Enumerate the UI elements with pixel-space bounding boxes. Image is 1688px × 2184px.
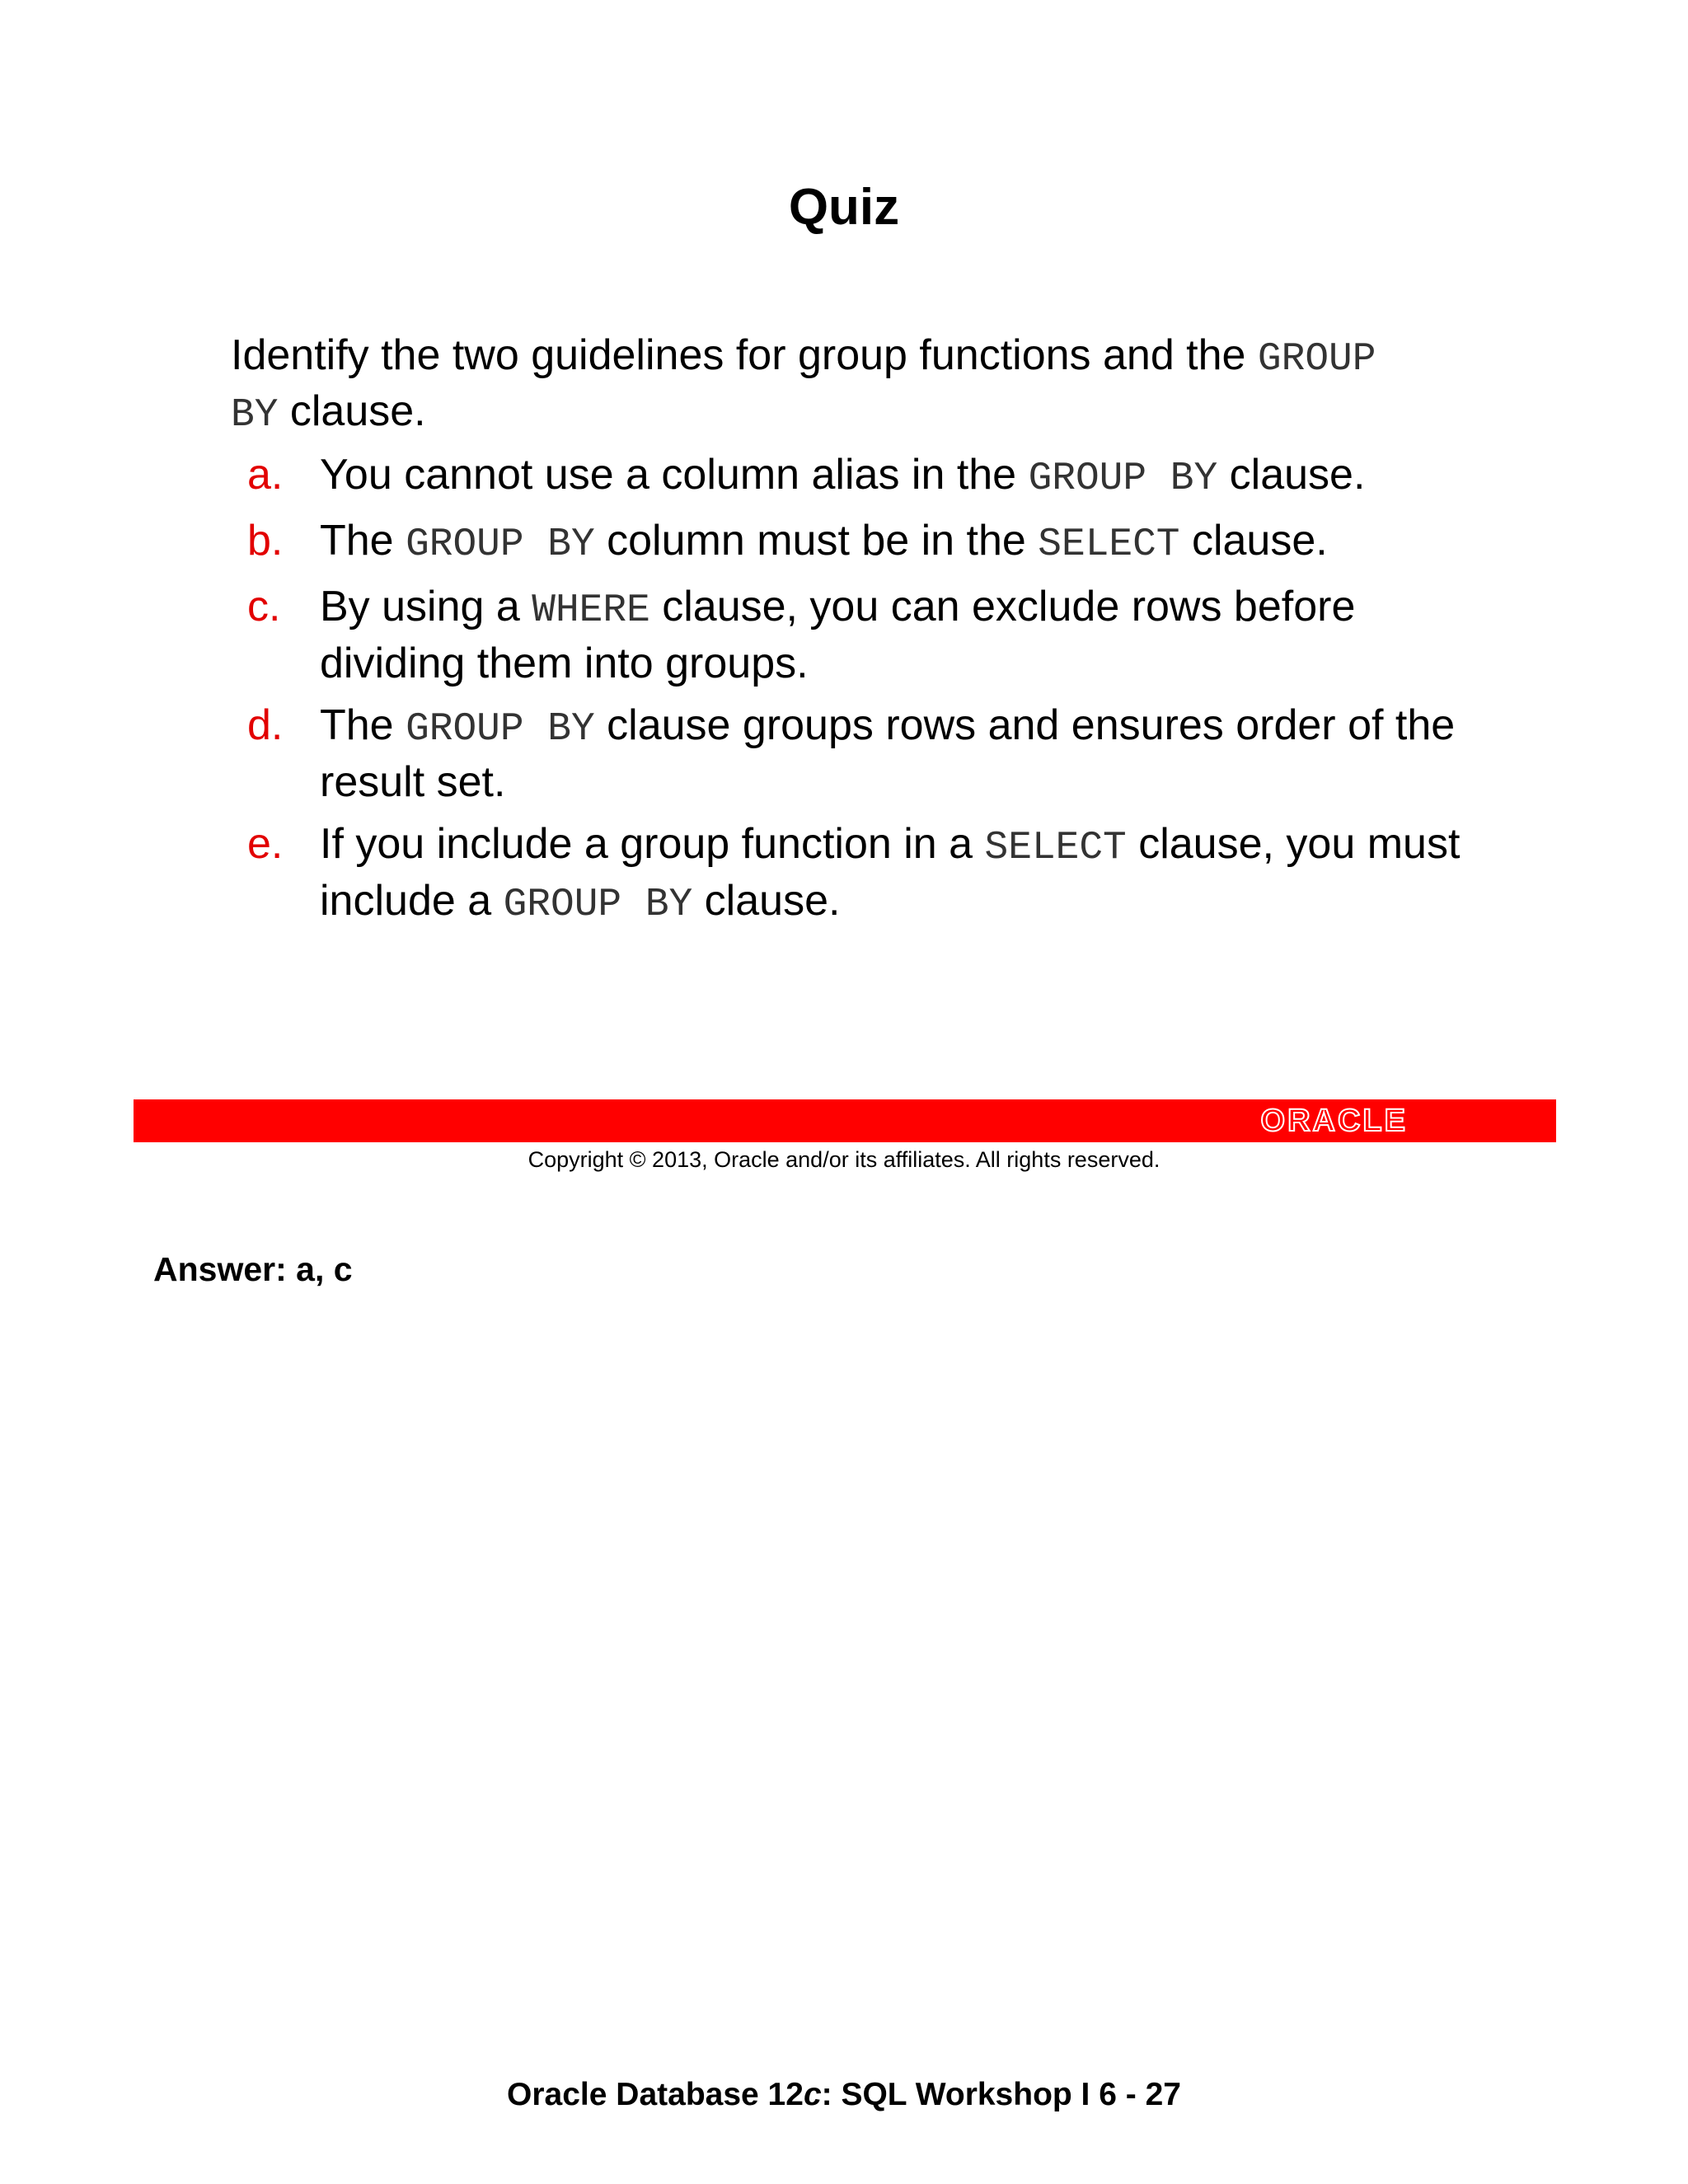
option-text: If you include a group function in a xyxy=(320,820,985,868)
answer-options-list xyxy=(231,448,1467,940)
question-text-part: clause. xyxy=(278,387,426,435)
question-text xyxy=(231,330,1434,442)
option-text: clause, you must include a xyxy=(320,820,1461,925)
option-text: column must be in the xyxy=(594,517,1039,565)
option-text: clause. xyxy=(1217,451,1366,499)
option-letter: a. xyxy=(247,451,284,499)
option-letter: e. xyxy=(247,820,284,868)
option-e xyxy=(231,818,1467,931)
option-code: GROUP BY xyxy=(1028,457,1218,501)
option-text: The xyxy=(320,701,406,749)
answer-text: Answer: a, c xyxy=(153,1250,353,1288)
oracle-brand-bar xyxy=(134,1099,1556,1142)
option-c xyxy=(231,580,1467,690)
option-text: By using a xyxy=(320,583,532,630)
copyright-notice: Copyright © 2013, Oracle and/or its affiliates. All rights reserved. xyxy=(528,1147,1160,1172)
oracle-logo: ORACLE xyxy=(1260,1104,1408,1138)
option-code: SELECT xyxy=(984,826,1127,870)
footer-text: : SQL Workshop I 6 - 27 xyxy=(821,2077,1181,2112)
option-text: clause. xyxy=(692,877,841,925)
question-text-part: Identify the two guidelines for group functions and the xyxy=(231,331,1258,379)
footer-text: Oracle Database 12 xyxy=(507,2077,804,2112)
option-text: The xyxy=(320,517,406,565)
question-code: GROUP BY xyxy=(231,337,1376,438)
option-code: GROUP BY xyxy=(406,523,595,567)
option-a xyxy=(231,448,1467,505)
option-d xyxy=(231,699,1467,808)
slide-title: Quiz xyxy=(788,179,900,236)
footer-italic: c xyxy=(803,2077,822,2112)
option-letter: d. xyxy=(247,701,284,749)
option-code: SELECT xyxy=(1038,523,1180,567)
option-text: clause, you can exclude rows before dividing them into groups. xyxy=(320,583,1356,687)
page-footer xyxy=(0,2077,1688,2113)
option-b xyxy=(231,514,1467,571)
option-letter: b. xyxy=(247,517,284,565)
option-code: GROUP BY xyxy=(406,707,595,752)
option-code: GROUP BY xyxy=(503,883,693,927)
option-letter: c. xyxy=(247,583,281,630)
option-code: WHERE xyxy=(532,588,650,633)
option-text: clause groups rows and ensures order of the result set. xyxy=(320,701,1456,806)
option-text: clause. xyxy=(1179,517,1328,565)
option-text: You cannot use a column alias in the xyxy=(320,451,1029,499)
